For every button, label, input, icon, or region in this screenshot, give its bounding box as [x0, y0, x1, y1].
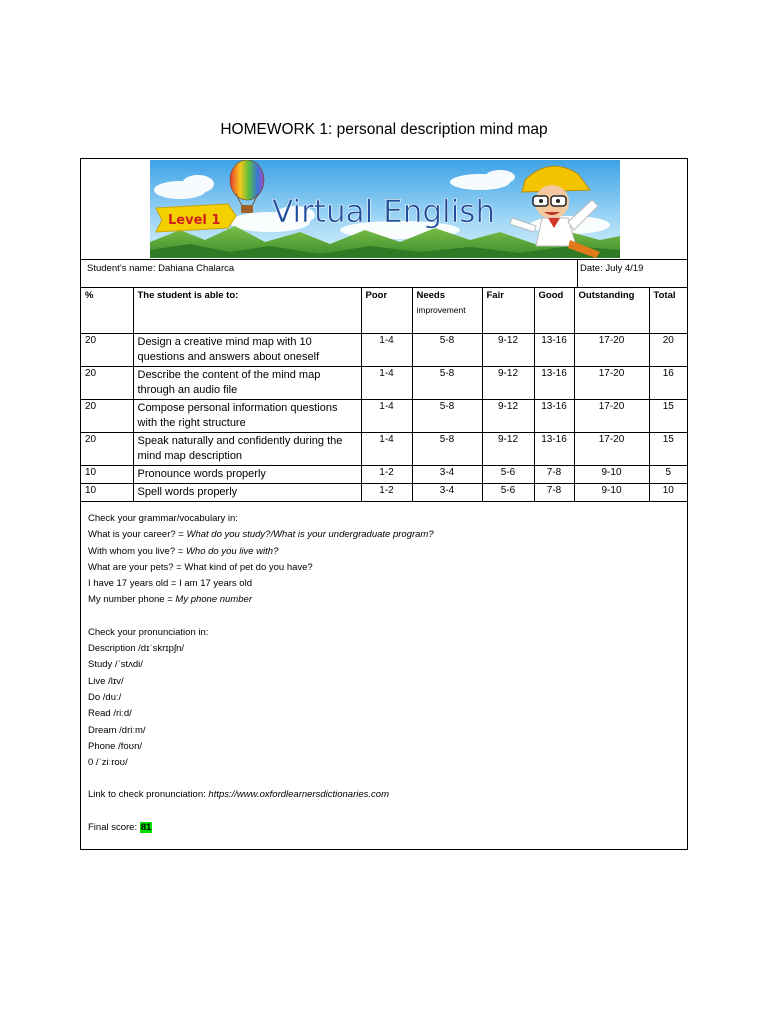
row-good: 13-16 — [534, 433, 574, 466]
row-total: 10 — [649, 484, 687, 502]
row-description: Pronounce words properly — [133, 466, 361, 484]
grammar-heading: Check your grammar/vocabulary in: — [88, 513, 238, 524]
row-outstanding: 17-20 — [574, 400, 649, 433]
header-needs-sub: improvement — [416, 305, 466, 315]
row-fair: 5-6 — [482, 484, 534, 502]
banner-image — [150, 160, 620, 258]
header-poor: Poor — [361, 288, 412, 334]
header-total: Total — [649, 288, 687, 334]
grammar-item — [88, 592, 678, 608]
row-percent: 20 — [81, 400, 133, 433]
row-poor: 1-4 — [361, 367, 412, 400]
rubric-header-row — [81, 288, 687, 334]
row-good: 7-8 — [534, 484, 574, 502]
row-poor: 1-2 — [361, 466, 412, 484]
student-info-row — [81, 259, 687, 288]
row-poor: 1-4 — [361, 334, 412, 367]
pronunciation-link-line — [88, 787, 678, 803]
row-description: Compose personal information questions with the right structure — [133, 400, 361, 433]
row-percent: 20 — [81, 367, 133, 400]
table-row — [81, 466, 687, 484]
grammar-item — [88, 544, 678, 560]
row-outstanding: 17-20 — [574, 433, 649, 466]
row-total: 5 — [649, 466, 687, 484]
row-outstanding: 17-20 — [574, 334, 649, 367]
row-outstanding: 17-20 — [574, 367, 649, 400]
header-needs — [412, 288, 482, 334]
header-good: Good — [534, 288, 574, 334]
grammar-question: What are your pets? = — [88, 561, 185, 573]
row-needs: 5-8 — [412, 367, 482, 400]
date: Date: July 4/19 — [577, 260, 687, 287]
row-description: Design a creative mind map with 10 questions and answers about oneself — [133, 334, 361, 367]
row-good: 13-16 — [534, 367, 574, 400]
row-fair: 5-6 — [482, 466, 534, 484]
table-row — [81, 400, 687, 433]
row-needs: 3-4 — [412, 484, 482, 502]
grammar-item — [88, 527, 678, 543]
header-needs-label: Needs — [416, 290, 446, 301]
grammar-correction: My phone number — [175, 594, 252, 606]
level-label: Level 1 — [168, 213, 221, 228]
row-needs: 5-8 — [412, 334, 482, 367]
grammar-correction: What do you study?/What is your undergraduate program? — [186, 529, 434, 541]
row-percent: 10 — [81, 484, 133, 502]
grammar-question: With whom you live? = — [88, 545, 186, 557]
virtual-english-banner — [150, 160, 620, 258]
row-description: Speak naturally and confidently during the mind map description — [133, 433, 361, 466]
rubric-table — [81, 287, 687, 502]
grammar-question: I have 17 years old = — [88, 578, 180, 590]
pronunciation-item: Phone /foʊn/ — [88, 740, 142, 752]
pronunciation-item: 0 /ˈziːroʊ/ — [88, 757, 128, 769]
student-name: Student’s name: Dahiana Chalarca — [87, 263, 235, 274]
grammar-correction: What kind of pet do you have? — [184, 561, 313, 573]
row-needs: 5-8 — [412, 400, 482, 433]
pronunciation-item: Study /ˈstʌdi/ — [88, 659, 143, 671]
row-percent: 20 — [81, 433, 133, 466]
grammar-question: My number phone = — [88, 594, 176, 606]
pronunciation-item: Do /duː/ — [88, 691, 122, 703]
grammar-item — [88, 560, 678, 576]
pronunciation-heading: Check your pronunciation in: — [88, 626, 209, 638]
row-fair: 9-12 — [482, 433, 534, 466]
grammar-question: What is your career? = — [88, 529, 187, 541]
feedback-notes — [88, 511, 678, 836]
header-able: The student is able to: — [133, 288, 361, 334]
row-outstanding: 9-10 — [574, 484, 649, 502]
grammar-correction: I am 17 years old — [179, 578, 252, 590]
final-score-value: 81 — [140, 821, 152, 833]
link-label: Link to check pronunciation: — [88, 789, 209, 801]
table-row — [81, 484, 687, 502]
header-percent: % — [81, 288, 133, 334]
header-outstanding: Outstanding — [574, 288, 649, 334]
rubric-frame — [80, 158, 688, 850]
row-total: 15 — [649, 433, 687, 466]
row-fair: 9-12 — [482, 334, 534, 367]
row-poor: 1-4 — [361, 433, 412, 466]
grammar-correction: Who do you live with? — [185, 545, 279, 557]
row-description: Describe the content of the mind map through an audio file — [133, 367, 361, 400]
header-fair: Fair — [482, 288, 534, 334]
row-percent: 20 — [81, 334, 133, 367]
row-poor: 1-2 — [361, 484, 412, 502]
pronunciation-item: Description /dɪˈskrɪpʃn/ — [88, 643, 184, 655]
table-row — [81, 367, 687, 400]
grammar-item — [88, 576, 678, 592]
table-row — [81, 433, 687, 466]
row-total: 15 — [649, 400, 687, 433]
row-good: 13-16 — [534, 400, 574, 433]
pronunciation-link[interactable]: https://www.oxfordlearnersdictionaries.com — [208, 789, 389, 801]
row-description: Spell words properly — [133, 484, 361, 502]
row-total: 20 — [649, 334, 687, 367]
row-outstanding: 9-10 — [574, 466, 649, 484]
pronunciation-item: Dream /driːm/ — [88, 724, 146, 736]
final-score-label: Final score: — [88, 821, 140, 833]
row-total: 16 — [649, 367, 687, 400]
row-needs: 5-8 — [412, 433, 482, 466]
row-fair: 9-12 — [482, 367, 534, 400]
pronunciation-item: Read /riːd/ — [88, 708, 132, 720]
row-fair: 9-12 — [482, 400, 534, 433]
table-row — [81, 334, 687, 367]
row-needs: 3-4 — [412, 466, 482, 484]
row-percent: 10 — [81, 466, 133, 484]
pronunciation-item: Live /lɪv/ — [88, 675, 124, 687]
page-title: HOMEWORK 1: personal description mind map — [220, 121, 548, 138]
brand-title: Virtual English — [272, 194, 496, 230]
row-good: 7-8 — [534, 466, 574, 484]
final-score-line — [88, 820, 678, 836]
row-poor: 1-4 — [361, 400, 412, 433]
row-good: 13-16 — [534, 334, 574, 367]
